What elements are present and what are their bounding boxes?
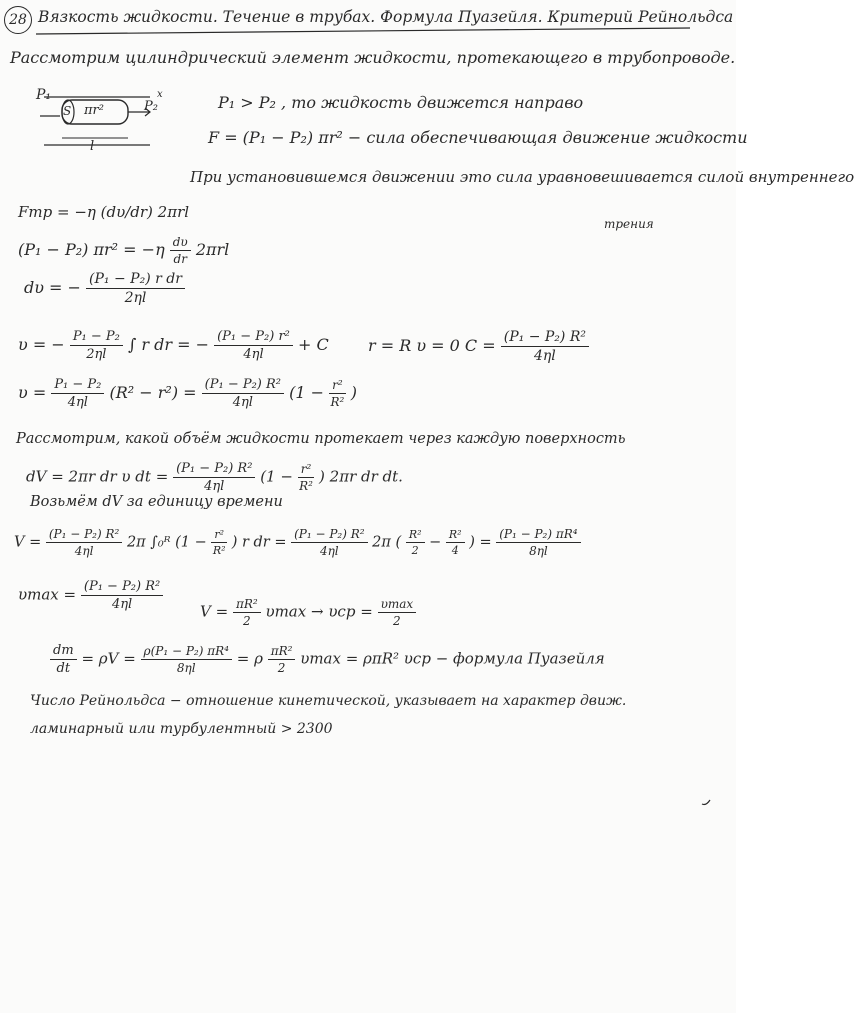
poiseuille-tail: υmax = ρπR² υср − формула Пуазейля: [300, 649, 605, 668]
eq4-den3: R²: [330, 395, 345, 409]
eq4-left: υ =: [18, 383, 47, 402]
equation-3: [18, 330, 329, 361]
dv-den: 4ηl: [204, 479, 225, 494]
eq4-num: P₁ − P₂: [51, 378, 104, 394]
vmax-num: (P₁ − P₂) R²: [81, 580, 163, 596]
eq2-num: (P₁ − P₂) r dr: [86, 272, 185, 289]
v-den4: 2: [411, 544, 419, 557]
bc-num: (P₁ − P₂) R²: [501, 330, 589, 347]
v-num5: R²: [446, 529, 465, 543]
v-den6: 8ηl: [529, 544, 548, 558]
average-velocity-equation: [200, 598, 416, 627]
label-s: S: [63, 104, 72, 118]
v-num3: (P₁ − P₂) R²: [291, 528, 367, 543]
note-pressure: P₁ > P₂ , то жидкость движется направо: [218, 93, 584, 112]
eq3-num2: (P₁ − P₂) r²: [214, 330, 293, 346]
dv-mid: (1 −: [260, 467, 293, 486]
label-l: l: [90, 139, 95, 154]
note-equilibrium: При установившемся движении это сила уравновешивается силой внутреннего: [190, 168, 854, 186]
poiseuille-num2: πR²: [268, 645, 296, 660]
poiseuille-eq: = ρV =: [81, 649, 136, 668]
v2-den: 2: [243, 614, 251, 628]
dv-num: (P₁ − P₂) R²: [173, 462, 255, 478]
label-x: x: [157, 89, 163, 100]
equation-2: [24, 272, 185, 305]
v-mid2: 2π (: [372, 534, 402, 551]
flow-intro: Рассмотрим, какой объём жидкости протекает через каждую поверхность: [16, 431, 626, 447]
v2-num: πR²: [233, 598, 261, 613]
eq1-left: (P₁ − P₂) πr² = −η: [18, 240, 165, 259]
margin-mark: [702, 800, 710, 805]
v2-num2: υmax: [378, 598, 417, 613]
reynolds-regimes: ламинарный или турбулентный > 2300: [30, 721, 333, 737]
friction-force: Fтр = −η (dυ/dr) 2πrl: [18, 203, 190, 221]
eq4-close: ): [350, 383, 358, 402]
label-pir2: πr²: [84, 103, 104, 118]
poiseuille-num: ρ(P₁ − P₂) πR⁴: [141, 645, 232, 660]
eq4-num2: (P₁ − P₂) R²: [202, 378, 284, 394]
v-den3: 4ηl: [319, 544, 339, 558]
v-num: (P₁ − P₂) R²: [46, 528, 122, 543]
v-eq: ) =: [469, 534, 492, 551]
eq2-left: dυ = −: [24, 278, 81, 297]
poiseuille-den2: 2: [277, 661, 286, 675]
v2-left: V =: [200, 602, 229, 621]
eq3-num: P₁ − P₂: [70, 330, 123, 346]
v2-den2: 2: [393, 614, 401, 628]
reynolds-definition: Число Рейнольдса − отношение кинетической, указывает на характер движ.: [30, 693, 627, 709]
volume-equation: [14, 528, 581, 557]
dv-den2: R²: [299, 479, 313, 493]
dm-den: dt: [56, 661, 71, 676]
v-num6: (P₁ − P₂) πR⁴: [496, 528, 580, 543]
eq4-den2: 4ηl: [232, 395, 253, 410]
eq3-den: 2ηl: [86, 347, 107, 362]
poiseuille-eq2: = ρ: [236, 649, 263, 668]
eq1-num: dυ: [170, 236, 191, 251]
ticket-number-badge: 28: [4, 6, 32, 34]
velocity-profile: [18, 378, 357, 409]
vmax-den: 4ηl: [111, 597, 133, 612]
eq1-den: dr: [173, 252, 187, 266]
dv-equation: [26, 462, 403, 493]
intro-text: Рассмотрим цилиндрический элемент жидкости, протекающего в трубопроводе.: [10, 48, 736, 67]
poiseuille-equation: [50, 644, 605, 675]
equation-1: [18, 236, 229, 265]
v-mid: ) r dr =: [231, 534, 287, 551]
v-int: 2π ∫₀ᴿ (1 −: [126, 534, 207, 551]
v-minus: −: [429, 534, 442, 551]
label-p2: P₂: [144, 99, 158, 114]
dm-num: dm: [50, 644, 77, 660]
v2-right: υmax → υср =: [265, 602, 373, 621]
v-den5: 4: [451, 544, 459, 557]
unit-time-note: Возьмём dV за единицу времени: [30, 494, 283, 510]
eq4-mid: (R² − r²) =: [109, 383, 197, 402]
eq4-num3: r²: [329, 379, 346, 394]
vmax-left: υmax =: [18, 585, 77, 604]
dv-left: dV = 2πr dr υ dt =: [26, 467, 169, 486]
page-title: Вязкость жидкости. Течение в трубах. Формула Пуазейля. Критерий Рейнольдса: [38, 8, 734, 26]
v-num2: r²: [211, 529, 227, 543]
eq2-den: 2ηl: [124, 290, 147, 306]
label-p1: P₁: [36, 87, 52, 103]
note-force: F = (P₁ − P₂) πr² − сила обеспечивающая движение жидкости: [208, 128, 748, 147]
dv-right: ) 2πr dr dt.: [319, 467, 403, 486]
eq4-right: (1 −: [289, 383, 325, 402]
eq3-right: + C: [297, 335, 329, 354]
eq1-right: 2πrl: [195, 240, 230, 259]
v-num4: R²: [406, 529, 425, 543]
poiseuille-den: 8ηl: [176, 661, 196, 675]
v-den2: R²: [212, 544, 226, 557]
v-den: 4ηl: [74, 544, 94, 558]
bc-cond: r = R υ = 0 C =: [368, 336, 496, 355]
eq3-left: υ = −: [18, 335, 65, 354]
boundary-condition: [368, 330, 589, 363]
title-underline: [36, 28, 690, 34]
note-friction: трения: [604, 217, 654, 231]
vmax-equation: [18, 580, 163, 611]
eq3-den2: 4ηl: [243, 347, 264, 362]
eq4-den: 4ηl: [67, 395, 88, 410]
dv-num2: r²: [298, 463, 315, 478]
bc-den: 4ηl: [533, 348, 556, 364]
eq3-mid: ∫ r dr = −: [127, 335, 210, 354]
v-left: V =: [14, 534, 42, 551]
